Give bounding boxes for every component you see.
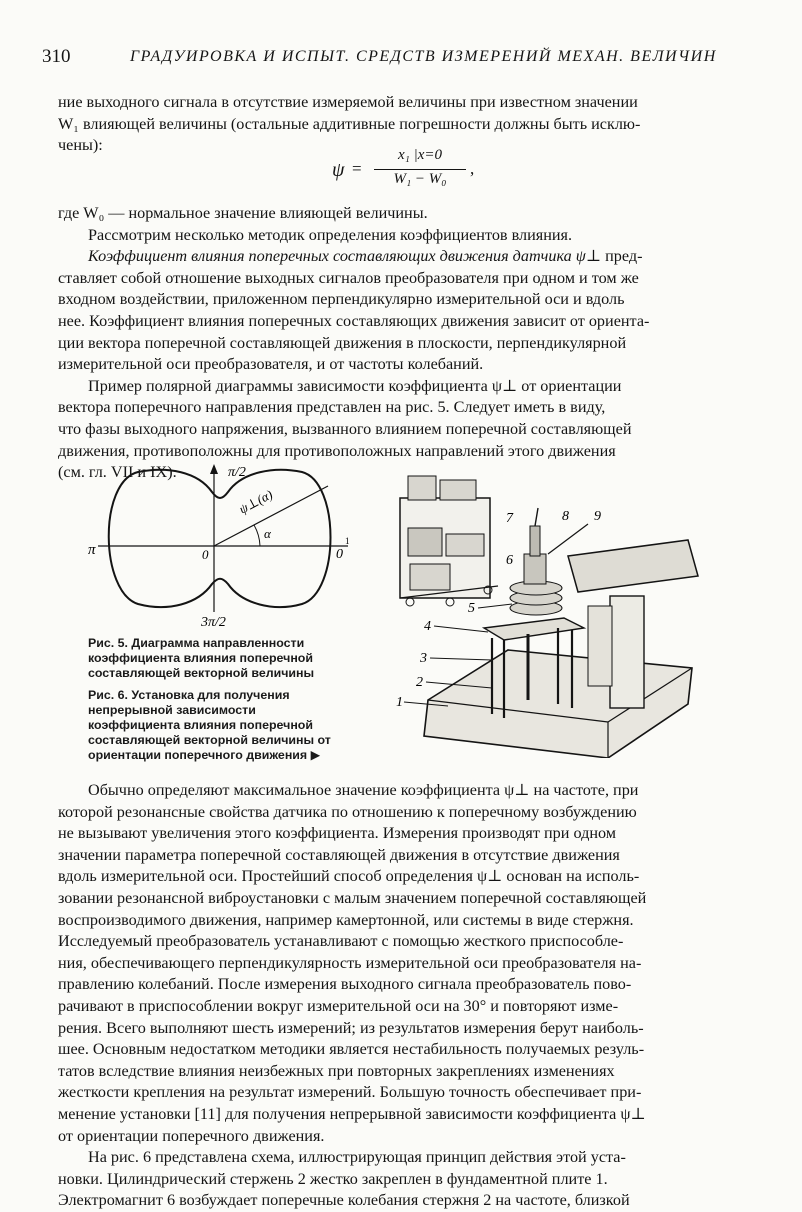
caption-text: Рис. 6. Установка для получения непрерывной зависимости коэффициента влияния поперечной составляющей векторной величины от ориентации поперечного движения [88, 688, 331, 762]
figure-5-polar-diagram [78, 462, 368, 632]
alpha-arc [254, 525, 260, 546]
rack-unit [410, 564, 450, 590]
text-line: шее. Основным недостатком методики является нестабильность получаемых резуль- [58, 1040, 645, 1059]
rack-unit [408, 476, 436, 500]
text-line: татов вследствие влияния неизбежных при повторных закреплениях изменениях [58, 1061, 615, 1080]
italic-lead: Коэффициент влияния поперечных составляющих движения датчика ψ⊥ [88, 247, 602, 266]
formula-psi [332, 147, 492, 193]
text-line: Рассмотрим несколько методик определения коэффициентов влияния. [88, 225, 573, 244]
formula-comma: , [470, 159, 475, 178]
formula-numerator: x₁ |x=0 [397, 147, 443, 163]
running-title: ГРАДУИРОВКА И ИСПЫТ. СРЕДСТВ ИЗМЕРЕНИЙ МЕХАН. ВЕЛИЧИН [130, 48, 717, 65]
text-line: вдоль измерительной оси. Простейший способ определения ψ⊥ основан на исполь- [58, 867, 640, 886]
figure-5-caption: Рис. 5. Диаграмма направленности коэффициента влияния поперечной составляющей векторной величины [88, 636, 315, 680]
callout-8: 8 [562, 509, 569, 524]
text-line: Пример полярной диаграммы зависимости коэффициента ψ⊥ от ориентации [88, 376, 622, 395]
page-number: 310 [42, 46, 71, 67]
callout-4: 4 [424, 619, 431, 634]
axis-arrow-icon [210, 464, 218, 474]
text-line: жесткости крепления на результат измерений. Большую точность обеспечивает при- [58, 1083, 642, 1102]
callout-6: 6 [506, 553, 513, 568]
text-line: значении параметра поперечной составляющей движения в отсутствие движения [58, 845, 620, 864]
support-column [588, 606, 612, 686]
text-line: чены): [58, 136, 103, 155]
support-column [610, 596, 644, 708]
text-line: вектора поперечного направления представлен на рис. 5. Следует иметь в виду, [58, 398, 606, 417]
leader-line [434, 626, 488, 632]
text-line: нее. Коэффициент влияния поперечных составляющих движения зависит от ориента- [58, 311, 650, 330]
label-psi-alpha: ψ⊥(α) [236, 486, 276, 517]
text-line: что фазы выходного напряжения, вызванного влиянием поперечной составляющей [58, 419, 632, 438]
text-line: (см. гл. VII и IX). [58, 463, 177, 482]
polar-curve [109, 470, 331, 607]
label-zero-right: 0 [336, 547, 343, 562]
text-line: которой резонансные свойства датчика по отношению к поперечному возбуждению [58, 802, 637, 821]
running-header [42, 46, 762, 74]
text-line: рения. Всего выполняют шесть измерений; из результатов измерения берут наиболь- [58, 1018, 644, 1037]
magnet-housing [568, 540, 698, 592]
text-line: ние выходного сигнала в отсутствие измеряемой величины при известном значении [58, 93, 638, 111]
text-line: движения, противоположны для противоположных направлений этого движения [58, 441, 616, 460]
text-line: W₁ влияющей величины (остальные аддитивные погрешности должны быть исклю- [58, 114, 641, 133]
text-line: новки. Цилиндрический стержень 2 жестко закреплен в фундаментной плите 1. [58, 1169, 608, 1188]
text-line: ния, обеспечивающего перпендикулярность измерительной оси преобразователя на- [58, 953, 642, 972]
text-line: входном воздействии, приложенном перпендикулярно измерительной оси и вдоль [58, 290, 625, 309]
leader-line [478, 604, 512, 608]
sensor-head [530, 526, 540, 556]
transducer [524, 554, 546, 584]
callout-7: 7 [506, 511, 513, 526]
text-line: пред- [601, 247, 643, 266]
text-line: где W₀ — нормальное значение влияющей величины. [58, 204, 428, 222]
text-line: Электромагнит 6 возбуждает поперечные колебания стержня 2 на частоте, близкой [58, 1191, 630, 1210]
text-line: ции вектора поперечной составляющей движения в плоскости, перпендикулярной [58, 333, 627, 352]
rack-unit [446, 534, 484, 556]
leader-line [430, 658, 492, 660]
text-line: зовании резонансной виброустановки с малым значением поперечной составляющей [58, 888, 647, 907]
fraction-bar [374, 169, 466, 170]
formula-denominator: W₁ − W₀ [393, 171, 447, 187]
text-line: Исследуемый преобразователь устанавливают с помощью жесткого приспособле- [58, 932, 624, 951]
text-line: ставляет собой отношение выходных сигналов преобразователя при одном и том же [58, 268, 639, 287]
rack-unit [408, 528, 442, 556]
callout-9: 9 [594, 509, 601, 524]
label-pi-half: π/2 [228, 465, 246, 480]
text-line: от ориентации поперечного движения. [58, 1126, 325, 1145]
label-alpha: α [264, 526, 271, 541]
callout-5: 5 [468, 601, 475, 616]
label-origin: 0 [202, 547, 209, 562]
label-zero-sup: 1 [345, 536, 350, 546]
vibration-table [484, 618, 584, 640]
rack-unit [440, 480, 476, 500]
text-line: На рис. 6 представлена схема, иллюстрирующая принцип действия этой уста- [88, 1148, 626, 1167]
callout-2: 2 [416, 675, 423, 690]
wheel [446, 598, 454, 606]
callout-3: 3 [420, 651, 427, 666]
text-line: менение установки [11] для получения непрерывной зависимости коэффициента ψ⊥ [58, 1104, 646, 1123]
figure-6-apparatus [388, 468, 718, 758]
figure-6-caption [88, 688, 350, 763]
formula-equals: = [352, 159, 362, 178]
body-paragraph-usual [58, 780, 752, 1212]
label-3pi-half: 3π/2 [201, 615, 226, 630]
text-line: воспроизводимого движения, например камертонной, или системы в виде стержня. [58, 910, 634, 929]
text-line: правлению колебаний. После измерения выходного сигнала преобразователь пово- [58, 975, 632, 994]
formula-lhs: ψ [332, 159, 345, 181]
after-formula [58, 203, 752, 484]
leader-line [535, 508, 538, 526]
arrow-right-icon: ▶ [310, 748, 321, 762]
text-line: не вызывают увеличения этого коэффициента. Измерения производят при одном [58, 824, 617, 843]
text-line: рачивают в приспособлении вокруг измерительной оси на 30° и повторяют изме- [58, 996, 619, 1015]
text-line: измерительной оси преобразователя, и от частоты колебаний. [58, 355, 484, 374]
leader-line [548, 524, 588, 554]
wheel [406, 598, 414, 606]
label-pi: π [88, 542, 96, 558]
callout-1: 1 [396, 695, 403, 710]
text-line: Обычно определяют максимальное значение коэффициента ψ⊥ на частоте, при [88, 781, 639, 799]
